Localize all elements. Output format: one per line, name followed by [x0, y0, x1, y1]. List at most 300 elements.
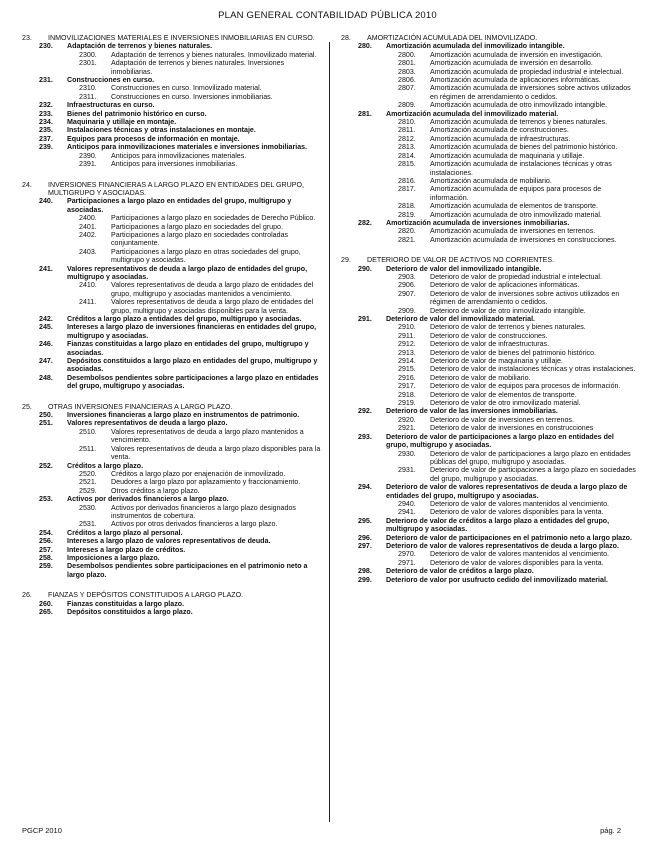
subaccount-row-title: Amortización acumulada de infraestructuras.: [430, 134, 571, 143]
subaccount-row: [341, 101, 637, 109]
account-row: [341, 483, 637, 500]
account-row-title: Deterioro de valor de valores representativos de deuda a largo plazo.: [386, 541, 619, 550]
account-row-title: Participaciones a largo plazo en entidades del grupo, multigrupo y asociadas.: [67, 197, 292, 214]
group-heading-code: 25.: [22, 402, 32, 411]
account-row-code: 241.: [39, 264, 53, 273]
subaccount-row-title: Deterioro de valor de inversiones en terrenos.: [430, 415, 574, 424]
subaccount-row: [341, 416, 637, 424]
subaccount-row: [341, 365, 637, 373]
account-row-title: Créditos a largo plazo a entidades del grupo, multigrupo y asociadas.: [67, 315, 302, 323]
subaccount-row: [341, 332, 637, 340]
account-row-code: 258.: [39, 553, 53, 562]
subaccount-row-title: Amortización acumulada de inversión en desarrollo.: [430, 59, 593, 68]
page-title: PLAN GENERAL CONTABILIDAD PÚBLICA 2010: [218, 10, 437, 21]
subaccount-row-code: 2903.: [398, 272, 416, 281]
subaccount-row: [341, 211, 637, 219]
account-row-code: 248.: [39, 373, 53, 382]
account-row-title: Valores representativos de deuda a largo plazo.: [67, 419, 228, 428]
subaccount-row-title: Anticipos para inmovilizaciones materiales.: [111, 151, 247, 160]
account-row: [22, 608, 322, 616]
account-row-code: 253.: [39, 495, 53, 504]
subaccount-row-title: Deterioro de valor de valores disponibles para la venta.: [430, 558, 604, 567]
account-row-title: Anticipos para inmovilizaciones materiales e inversiones inmobiliarias.: [67, 143, 308, 152]
subaccount-row: [22, 93, 322, 101]
account-row-code: 252.: [39, 461, 53, 470]
subaccount-row: [341, 500, 637, 508]
account-row-title: Desembolsos pendientes sobre participaciones en el patrimonio neto a largo plazo.: [67, 562, 308, 579]
subaccount-row-title: Anticipos para inversiones inmobiliarias.: [111, 160, 238, 169]
subaccount-row-title: Deterioro de valor de valores mantenidos al vencimiento.: [430, 550, 610, 559]
account-row: [22, 118, 322, 126]
subaccount-row-title: Construcciones en curso. Inmovilizado material.: [111, 84, 262, 93]
account-row-code: 282.: [358, 218, 372, 227]
account-row-code: 246.: [39, 340, 53, 349]
account-row: [22, 323, 322, 340]
account-row: [22, 529, 322, 537]
left-column: [22, 34, 322, 628]
subaccount-row-title: Adaptación de terrenos y bienes naturales. Inmovilizado material.: [111, 50, 317, 59]
subaccount-row-title: Valores representativos de deuda a largo plazo de entidades del grupo, multigrupo y asociadas disponibles para la venta.: [111, 298, 314, 315]
subaccount-row-code: 2511.: [79, 444, 97, 453]
account-row-code: 292.: [358, 407, 372, 416]
subaccount-row: [341, 357, 637, 365]
group-heading-title: DETERIORO DE VALOR DE ACTIVOS NO CORRIENTES.: [367, 256, 555, 265]
subaccount-row-title: Amortización acumulada de otro inmovilizado material.: [430, 210, 602, 219]
account-row: [22, 546, 322, 554]
subaccount-row: [341, 391, 637, 399]
account-row-code: 247.: [39, 357, 53, 366]
account-row-code: 299.: [358, 575, 372, 584]
subaccount-row: [341, 185, 637, 202]
footer-left: PGCP 2010: [22, 826, 62, 835]
subaccount-row: [22, 487, 322, 495]
subaccount-row: [341, 236, 637, 244]
subaccount-row-title: Amortización acumulada de otro inmovilizado intangible.: [430, 101, 608, 110]
account-row-title: Fianzas constituidas a largo plazo en entidades del grupo, multigrupo y asociadas.: [67, 340, 309, 357]
account-row-title: Construcciones en curso.: [67, 76, 155, 85]
subaccount-row-title: Adaptación de terrenos y bienes naturales. Inversiones inmobiliarias.: [111, 59, 285, 76]
account-row-title: Créditos a largo plazo al personal.: [67, 528, 183, 537]
subaccount-row-code: 2818.: [398, 202, 416, 211]
subaccount-row-code: 2813.: [398, 143, 416, 152]
subaccount-row-code: 2918.: [398, 390, 416, 399]
account-row-code: 245.: [39, 323, 53, 332]
subaccount-row: [341, 399, 637, 407]
account-row-title: Desembolsos pendientes sobre participaciones a largo plazo en entidades del grupo, multigrupo y asociadas.: [67, 373, 319, 391]
account-row-title: Deterioro de valor de las inversiones inmobiliarias.: [386, 407, 558, 416]
subaccount-row: [22, 281, 322, 298]
account-row-code: 259.: [39, 562, 53, 571]
account-row-title: Adaptación de terrenos y bienes naturales.: [67, 42, 213, 51]
subaccount-row-code: 2906.: [398, 281, 416, 290]
account-row: [22, 374, 322, 391]
subaccount-row-title: Amortización acumulada de inversiones sobre activos utilizados en régimen de arrendamiento o cedidos.: [430, 84, 631, 101]
account-row-title: Depósitos constituidos a largo plazo en entidades del grupo, multigrupo y asociadas.: [67, 357, 318, 374]
subaccount-row: [341, 118, 637, 126]
subaccount-row-code: 2930.: [398, 449, 416, 458]
right-column: [341, 34, 637, 596]
subaccount-row-code: 2814.: [398, 151, 416, 160]
subaccount-row-title: Deterioro de valor de propiedad industrial e intelectual.: [430, 272, 602, 281]
subaccount-row-title: Deterioro de valor de terrenos y bienes naturales.: [430, 323, 586, 332]
subaccount-row-code: 2931.: [398, 466, 416, 475]
subaccount-row-title: Deterioro de valor de participaciones a largo plazo en entidades públicas del grupo, multigrupo y asociadas.: [430, 449, 631, 466]
account-row-title: Amortización acumulada del inmovilizado material.: [386, 109, 559, 118]
subaccount-row: [341, 382, 637, 390]
subaccount-row: [22, 59, 322, 76]
account-row: [341, 265, 637, 273]
subaccount-row-title: Amortización acumulada de construcciones.: [430, 126, 569, 135]
account-row-code: 232.: [39, 101, 53, 110]
account-row: [22, 197, 322, 214]
subaccount-row-title: Amortización acumulada de inversión en investigación.: [430, 50, 603, 59]
account-row-title: Depósitos constituidos a largo plazo.: [67, 608, 193, 616]
account-row: [341, 315, 637, 323]
account-row: [22, 495, 322, 503]
account-row-code: 237.: [39, 134, 53, 143]
subaccount-row-title: Amortización acumulada de aplicaciones informáticas.: [430, 76, 601, 85]
subaccount-row-code: 2410.: [79, 281, 97, 290]
subaccount-row-code: 2810.: [398, 118, 416, 127]
subaccount-row-code: 2909.: [398, 306, 416, 315]
account-row: [22, 537, 322, 545]
subaccount-row-title: Valores representativos de deuda a largo plazo disponibles para la venta.: [111, 444, 321, 462]
subaccount-row-title: Amortización acumulada de elementos de transporte.: [430, 202, 598, 211]
subaccount-row: [22, 231, 322, 248]
subaccount-row-code: 2310.: [79, 84, 97, 93]
subaccount-row-code: 2912.: [398, 340, 416, 349]
subaccount-row-code: 2817.: [398, 185, 416, 194]
account-group: [22, 181, 322, 391]
account-row-title: Deterioro de valor por usufructo cedido del inmovilizado material.: [386, 575, 608, 584]
account-row-title: Valores representativos de deuda a largo plazo de entidades del grupo, multigrupo y asociadas.: [67, 264, 308, 281]
subaccount-row: [22, 152, 322, 160]
account-row-title: Deterioro de valor de créditos a largo plazo.: [386, 567, 534, 576]
subaccount-row-code: 2403.: [79, 247, 97, 256]
account-row-code: 250.: [39, 411, 53, 420]
account-row-title: Bienes del patrimonio histórico en curso.: [67, 109, 207, 118]
subaccount-row-code: 2916.: [398, 373, 416, 382]
account-row-code: 296.: [358, 533, 372, 542]
subaccount-row-title: Construcciones en curso. Inversiones inmobiliarias.: [111, 92, 273, 101]
subaccount-row: [22, 214, 322, 222]
account-row-title: Deterioro de valor del inmovilizado material.: [386, 315, 536, 323]
subaccount-row-code: 2811.: [398, 126, 416, 135]
subaccount-row: [341, 424, 637, 432]
subaccount-row-title: Deterioro de valor de mobiliario.: [430, 373, 531, 382]
subaccount-row-code: 2806.: [398, 76, 416, 85]
subaccount-row: [341, 227, 637, 235]
subaccount-row-code: 2401.: [79, 222, 97, 231]
subaccount-row-title: Deterioro de valor de inversiones en construcciones: [430, 424, 594, 433]
subaccount-row-title: Deterioro de valor de valores disponibles para la venta.: [430, 508, 604, 517]
group-heading-title: INMOVILIZACIONES MATERIALES E INVERSIONES INMOBILIARIAS EN CURSO.: [48, 34, 315, 42]
subaccount-row-code: 2807.: [398, 84, 416, 93]
account-row-code: 230.: [39, 42, 53, 51]
subaccount-row-title: Amortización acumulada de propiedad industrial e intelectual.: [430, 67, 624, 76]
account-row-code: 281.: [358, 109, 372, 118]
subaccount-row-code: 2800.: [398, 50, 416, 59]
subaccount-row: [341, 323, 637, 331]
account-row-title: Deterioro de valor de valores representativos de deuda a largo plazo de entidades del grupo, multigrupo y asociadas.: [386, 483, 628, 500]
subaccount-row-code: 2402.: [79, 230, 97, 239]
subaccount-row-code: 2917.: [398, 382, 416, 391]
subaccount-row-title: Amortización acumulada de instalaciones técnicas y otras instalaciones.: [430, 160, 612, 177]
subaccount-row-title: Activos por otros derivados financieros a largo plazo.: [111, 520, 278, 529]
account-row-code: 254.: [39, 528, 53, 537]
subaccount-row: [22, 470, 322, 478]
subaccount-row-title: Deterioro de valor de construcciones.: [430, 331, 548, 340]
subaccount-row: [341, 508, 637, 516]
account-row-title: Créditos a largo plazo.: [67, 461, 144, 470]
subaccount-row-code: 2919.: [398, 399, 416, 408]
account-row: [341, 219, 637, 227]
subaccount-row-title: Amortización acumulada de terrenos y bienes naturales.: [430, 118, 608, 127]
subaccount-row: [22, 248, 322, 265]
account-row-code: 233.: [39, 109, 53, 118]
subaccount-row-title: Deterioro de valor de aplicaciones informáticas.: [430, 281, 580, 290]
subaccount-row-title: Deterioro de valor de otro inmovilizado intangible.: [430, 306, 586, 315]
group-heading-title: OTRAS INVERSIONES FINANCIERAS A LARGO PLAZO.: [48, 402, 233, 411]
subaccount-row-code: 2300.: [79, 50, 97, 59]
subaccount-row-title: Participaciones a largo plazo en sociedades controladas conjuntamente.: [111, 230, 289, 248]
subaccount-row-title: Deterioro de valor de inversiones sobre activos utilizados en régimen de arrendamiento o cedidos.: [430, 289, 620, 307]
account-row: [22, 562, 322, 579]
subaccount-row: [341, 450, 637, 467]
subaccount-row-code: 2812.: [398, 134, 416, 143]
account-row-code: 251.: [39, 419, 53, 428]
group-heading-title: AMORTIZACIÓN ACUMULADA DEL INMOVILIZADO.: [367, 34, 538, 42]
account-row-title: Fianzas constituidas a largo plazo.: [67, 599, 185, 608]
subaccount-row: [341, 126, 637, 134]
subaccount-row-title: Participaciones a largo plazo en sociedades del grupo.: [111, 222, 283, 231]
account-row-code: 293.: [358, 432, 372, 441]
subaccount-row: [341, 550, 637, 558]
subaccount-row-title: Amortización acumulada de inversiones en construcciones.: [430, 235, 617, 244]
account-row: [22, 554, 322, 562]
subaccount-row: [341, 84, 637, 101]
account-group: [22, 591, 322, 616]
subaccount-row-code: 2520.: [79, 469, 97, 478]
subaccount-row-title: Deterioro de valor de elementos de transporte.: [430, 390, 577, 399]
subaccount-row-title: Deterioro de valor de infraestructuras.: [430, 340, 550, 349]
account-row-code: 231.: [39, 76, 53, 85]
account-row-title: Intereses a largo plazo de inversiones financieras en entidades del grupo, multigrupo y asociadas.: [67, 323, 317, 340]
account-row-code: 239.: [39, 143, 53, 152]
account-group: [22, 403, 322, 580]
subaccount-row-code: 2801.: [398, 59, 416, 68]
account-row: [341, 407, 637, 415]
subaccount-row-title: Valores representativos de deuda a largo plazo mantenidos a vencimiento.: [111, 427, 304, 445]
account-row-title: Instalaciones técnicas y otras instalaciones en montaje.: [67, 126, 256, 135]
subaccount-row-code: 2941.: [398, 508, 416, 517]
subaccount-row-title: Amortización acumulada de maquinaria y utillaje.: [430, 151, 585, 160]
account-row: [341, 110, 637, 118]
account-row: [22, 143, 322, 151]
account-row-code: 265.: [39, 608, 53, 616]
account-row-title: Infraestructuras en curso.: [67, 101, 155, 110]
subaccount-row-code: 2529.: [79, 486, 97, 495]
account-row-code: 290.: [358, 264, 372, 273]
group-heading: [22, 403, 322, 411]
subaccount-row-code: 2821.: [398, 235, 416, 244]
subaccount-row-code: 2301.: [79, 59, 97, 68]
subaccount-row-code: 2809.: [398, 101, 416, 110]
group-heading: [22, 181, 322, 198]
account-row-title: Inversiones financieras a largo plazo en instrumentos de patrimonio.: [67, 411, 300, 420]
subaccount-row-title: Deterioro de valor de maquinaria y utillaje.: [430, 357, 563, 366]
subaccount-row-code: 2521.: [79, 478, 97, 487]
subaccount-row: [341, 152, 637, 160]
subaccount-row: [22, 478, 322, 486]
account-group: [341, 34, 637, 244]
account-row: [341, 542, 637, 550]
account-row: [22, 265, 322, 282]
subaccount-row-code: 2816.: [398, 176, 416, 185]
subaccount-row-title: Deterioro de valor de otro inmovilizado material.: [430, 399, 581, 408]
subaccount-row: [341, 51, 637, 59]
group-heading: [22, 34, 322, 42]
subaccount-row: [341, 349, 637, 357]
subaccount-row-code: 2915.: [398, 365, 416, 374]
subaccount-row: [22, 298, 322, 315]
subaccount-row: [22, 520, 322, 528]
subaccount-row: [341, 143, 637, 151]
subaccount-row: [341, 307, 637, 315]
subaccount-row: [22, 504, 322, 521]
account-row-title: Intereses a largo plazo de valores representativos de deuda.: [67, 537, 271, 546]
page-number: pág. 2: [600, 826, 621, 835]
account-row: [22, 340, 322, 357]
account-row-code: 240.: [39, 197, 53, 206]
subaccount-row-code: 2530.: [79, 503, 97, 512]
subaccount-row-title: Otros créditos a largo plazo.: [111, 486, 200, 495]
account-row-title: Activos por derivados financieros a largo plazo.: [67, 495, 229, 504]
subaccount-row-title: Participaciones a largo plazo en sociedades de Derecho Público.: [111, 214, 316, 223]
subaccount-row: [22, 51, 322, 59]
account-row: [22, 126, 322, 134]
subaccount-row-code: 2390.: [79, 151, 97, 160]
account-group: [341, 256, 637, 584]
account-row: [341, 567, 637, 575]
account-row: [22, 110, 322, 118]
subaccount-row-code: 2510.: [79, 427, 97, 436]
group-heading-title: INVERSIONES FINANCIERAS A LARGO PLAZO EN ENTIDADES DEL GRUPO, MULTIGRUPO Y ASOCIADAS.: [48, 180, 304, 197]
subaccount-row: [22, 160, 322, 168]
subaccount-row-code: 2971.: [398, 558, 416, 567]
account-row-code: 242.: [39, 315, 53, 323]
account-row: [22, 101, 322, 109]
subaccount-row: [341, 76, 637, 84]
subaccount-row-code: 2391.: [79, 160, 97, 169]
account-group: [22, 34, 322, 169]
account-row-code: 260.: [39, 599, 53, 608]
account-row-code: 297.: [358, 541, 372, 550]
account-row-title: Imposiciones a largo plazo.: [67, 553, 160, 562]
subaccount-row-title: Deterioro de valor de equipos para procesos de información.: [430, 382, 621, 391]
column-divider: [329, 42, 330, 822]
group-heading-code: 24.: [22, 180, 32, 189]
group-heading-code: 26.: [22, 591, 32, 600]
subaccount-row: [341, 59, 637, 67]
account-row-code: 291.: [358, 315, 372, 323]
subaccount-row-code: 2913.: [398, 348, 416, 357]
subaccount-row-title: Valores representativos de deuda a largo plazo de entidades del grupo, multigrupo y asociadas mantenidos a vencimiento.: [111, 281, 314, 298]
account-row-code: 295.: [358, 516, 372, 525]
subaccount-row-title: Participaciones a largo plazo en otras sociedades del grupo, multigrupo y asociadas.: [111, 247, 301, 265]
subaccount-row-code: 2311.: [79, 92, 97, 101]
subaccount-row-code: 2921.: [398, 424, 416, 433]
account-row: [22, 315, 322, 323]
subaccount-row: [341, 135, 637, 143]
group-heading: [341, 256, 637, 264]
subaccount-row-code: 2531.: [79, 520, 97, 529]
subaccount-row-code: 2815.: [398, 160, 416, 169]
subaccount-row-code: 2820.: [398, 227, 416, 236]
account-row-title: Equipos para procesos de información en montaje.: [67, 134, 240, 143]
subaccount-row: [341, 559, 637, 567]
account-row-title: Amortización acumulada de inversiones inmobiliarias.: [386, 218, 570, 227]
account-row-title: Deterioro de valor de participaciones en el patrimonio neto a largo plazo.: [386, 533, 632, 542]
subaccount-row-code: 2920.: [398, 415, 416, 424]
subaccount-row: [341, 466, 637, 483]
account-row: [22, 419, 322, 427]
subaccount-row: [341, 374, 637, 382]
subaccount-row: [341, 160, 637, 177]
account-row-title: Intereses a largo plazo de créditos.: [67, 545, 186, 554]
account-row-title: Deterioro de valor del inmovilizado intangible.: [386, 264, 542, 273]
subaccount-row-title: Deterioro de valor de instalaciones técnicas y otras instalaciones.: [430, 365, 636, 374]
account-row-code: 257.: [39, 545, 53, 554]
subaccount-row-title: Amortización acumulada de bienes del patrimonio histórico.: [430, 143, 618, 152]
account-row: [341, 534, 637, 542]
subaccount-row: [341, 340, 637, 348]
group-heading: [341, 34, 637, 42]
subaccount-row-title: Deudores a largo plazo por aplazamiento y fraccionamiento.: [111, 478, 301, 487]
subaccount-row: [341, 273, 637, 281]
subaccount-row: [341, 177, 637, 185]
account-row: [341, 433, 637, 450]
account-row: [22, 462, 322, 470]
subaccount-row: [22, 445, 322, 462]
subaccount-row-code: 2400.: [79, 214, 97, 223]
account-row: [341, 42, 637, 50]
group-heading-code: 23.: [22, 34, 32, 42]
account-row: [22, 76, 322, 84]
subaccount-row-code: 2940.: [398, 499, 416, 508]
group-heading-code: 28.: [341, 34, 351, 42]
subaccount-row: [22, 428, 322, 445]
subaccount-row-title: Deterioro de valor de bienes del patrimonio histórico.: [430, 348, 597, 357]
group-heading-title: FIANZAS Y DEPÓSITOS CONSTITUIDOS A LARGO PLAZO.: [48, 591, 244, 600]
subaccount-row-code: 2819.: [398, 210, 416, 219]
account-row-title: Deterioro de valor de créditos a largo plazo a entidades del grupo, multigrupo y asociadas.: [386, 516, 610, 534]
subaccount-row-code: 2907.: [398, 289, 416, 298]
account-row-title: Maquinaria y utillaje en montaje.: [67, 118, 177, 127]
subaccount-row: [341, 68, 637, 76]
account-row-code: 294.: [358, 483, 372, 492]
account-row-code: 280.: [358, 42, 372, 51]
subaccount-row: [341, 202, 637, 210]
subaccount-row: [22, 223, 322, 231]
account-row: [341, 576, 637, 584]
subaccount-row-code: 2914.: [398, 357, 416, 366]
account-row-title: Amortización acumulada del inmovilizado intangible.: [386, 42, 565, 51]
subaccount-row-code: 2411.: [79, 298, 97, 307]
account-row-code: 235.: [39, 126, 53, 135]
account-row-title: Deterioro de valor de participaciones a largo plazo en entidades del grupo, multigrupo y asociadas.: [386, 432, 614, 450]
subaccount-row: [22, 84, 322, 92]
